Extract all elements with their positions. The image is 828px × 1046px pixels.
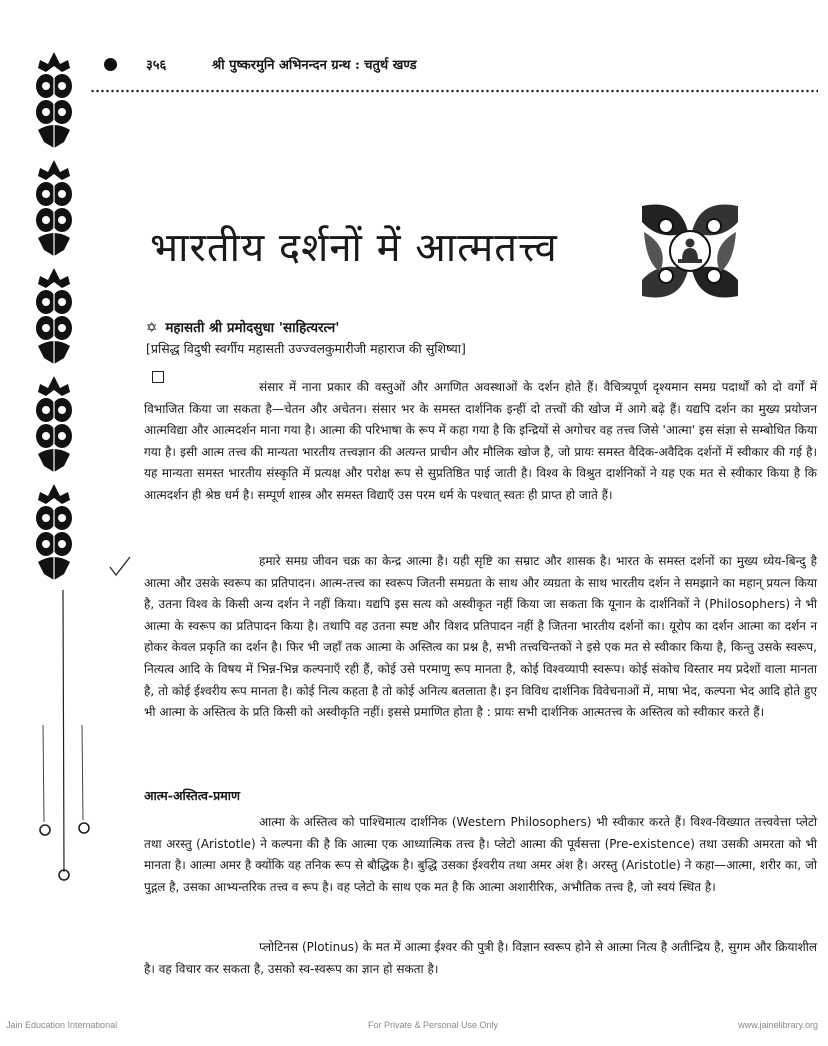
section-paragraph-1: [144, 812, 817, 898]
handwritten-checkmark-icon: [108, 555, 132, 577]
article-title: भारतीय दर्शनों में आत्मतत्त्व: [150, 225, 558, 271]
bullet-dot-icon: [104, 58, 117, 71]
seated-tirthankara-emblem-icon: [640, 202, 740, 300]
footer-website-link[interactable]: www.jainelibrary.org: [738, 1020, 818, 1030]
star-of-david-icon: ✡: [146, 320, 158, 336]
section-paragraph-2: [144, 937, 817, 980]
paragraph-text: संसार में नाना प्रकार की वस्तुओं और अगणित अवस्थाओं के दर्शन होते हैं। वैचित्र्यपूर्ण दृश्यमान समग्र पदार्थों को दो वर्गों में विभाजित किया जा सकता है—चेतन और अचेतन। संसार भर के समस्त दार्शनिक इन्हीं दो तत्त्वों की खोज में आगे बढ़े हैं। यद्यपि दर्शन का मुख्य प्रयोजन आत्मविद्या और आत्मदर्शन माना गया है। आत्मा की परिभाषा के रूप में कहा गया है कि इन्द्रियों से अगोचर वह तत्त्व जिसे 'आत्मा' इस संज्ञा से सम्बोधित किया गया है। इसी आत्म तत्त्व की मान्यता भारतीय तत्त्वज्ञान की अत्यन्त प्राचीन और मौलिक खोज है, जो प्रायः समस्त वैदिक-अवैदिक दर्शनों में स्वीकार की गई है। यह मान्यता समस्त भारतीय संस्कृति में प्रत्यक्ष और परोक्ष रूप से सुप्रतिष्ठित पाई जाती है। विश्व के विश्रुत दार्शनिकों ने यह एक मत से स्वीकार किया है कि आत्मदर्शन ही श्रेष्ठ धर्म है। सम्पूर्ण शास्त्र और समस्त विद्याएँ उस परम धर्म के पश्चात् स्वतः ही प्राप्त हो जाते हैं।: [144, 380, 817, 502]
footer-publisher: Jain Education International: [6, 1020, 118, 1030]
page-header: [100, 52, 800, 82]
running-title: श्री पुष्करमुनि अभिनन्दन ग्रन्थ : चतुर्थ खण्ड: [212, 58, 417, 73]
paragraph-1: [144, 377, 817, 507]
paragraph-text: हमारे समग्र जीवन चक्र का केन्द्र आत्मा है। यही सृष्टि का सम्राट और शासक है। भारत के समस्त दर्शनों का मुख्य ध्येय-बिन्दु है आत्मा और उसके स्वरूप का प्रतिपादन। आत्म-तत्त्व का स्वरूप जितनी समग्रता के साथ और व्यग्रता के साथ भारतीय दर्शन ने समझाने का महान् प्रयत्न किया है, उतना विश्व के किसी अन्य दर्शन ने नहीं किया। यद्यपि इस सत्य को अस्वीकृत नहीं किया जा सकता कि यूनान के दार्शनिकों ने (Philosophers) ने भी आत्मा के स्वरूप का प्रतिपादन किया है। तथापि वह उतना स्पष्ट और विशद प्रतिपादन नहीं है जितना भारतीय दर्शनों का। यूरोप का दर्शन आत्मा का दर्शन न होकर केवल प्रकृति का दर्शन है। फिर भी जहाँ तक आत्मा के अस्तित्व का प्रश्न है, सभी तत्त्वचिन्तकों ने इसे एक मत से स्वीकार किया है, किन्तु उसके स्वरूप, नित्यत्व आदि के विषय में भिन्न-भिन्न कल्पनाएँ रही हैं, कोई उसे परमाणु रूप मानता है, कोई विश्वव्यापी स्वरूप। कोई संकोच विस्तार मय प्रदेशों वाला मानता है, तो कोई ईश्वरीय रूप मानता है। कोई नित्य कहता है तो कोई अनित्य बतलाता है। इन विविध दार्शनिक विवेचनाओं में, माषा भेद, कल्पना भेद आदि होते हुए भी आत्मा के अस्तित्व के प्रति किसी को अस्वीकृति नहीं। इससे प्रमाणित होता है : प्रायः सभी दार्शनिक आत्मतत्त्व के अस्तित्व को स्वीकार करते हैं।: [144, 554, 817, 720]
floral-ornament-icon: [34, 50, 74, 590]
paragraph-text: आत्मा के अस्तित्व को पाश्चिमात्य दार्शनिक (Western Philosophers) भी स्वीकार करते हैं। विश्व-विख्यात तत्त्ववेत्ता प्लेटो तथा अरस्तु (Aristotle) ने कल्पना की है कि आत्मा एक आध्यात्मिक तत्त्व है। प्लेटो आत्मा की पूर्वसत्ता (Pre-existence) तथा उसकी अमरता को भी मानता है। आत्मा अमर है क्योंकि वह तनिक रूप से बौद्धिक है। बुद्धि उसका ईश्वरीय तथा अमर अंश है। अरस्तु (Aristotle) ने कहा—आत्मा, शरीर का, जो पुद्गल है, उसका आभ्यन्तरिक तत्त्व व रूप है। वह प्लेटो के साथ एक मत है कि आत्मा अशारीरिक, अभौतिक तत्त्व है, जो स्वयं स्थित है।: [144, 815, 817, 894]
dotted-divider: [90, 88, 818, 94]
section-heading: आत्म-अस्तित्व-प्रमाण: [144, 788, 241, 803]
pendant-lines-ornament: [0, 590, 100, 890]
page-number: ३५६: [146, 58, 167, 73]
author-note: [प्रसिद्ध विदुषी स्वर्गीय महासती उज्ज्वलकुमारीजी महाराज की सुशिष्या]: [146, 341, 466, 356]
author-line: [146, 318, 339, 336]
paragraph-text: प्लोटिनस (Plotinus) के मत में आत्मा ईश्वर की पुत्री है। विज्ञान स्वरूप होने से आत्मा नित्य है अतीन्द्रिय है, सुगम और क्रियाशील है। वह विचार कर सकता है, उसको स्व-स्वरूप का ज्ञान हो सकता है।: [144, 940, 817, 976]
author-name: महासती श्री प्रमोदसुधा 'साहित्यरत्न': [165, 320, 340, 336]
paragraph-2: [144, 551, 817, 724]
ornamental-border: [34, 50, 74, 590]
footer-usage-notice: For Private & Personal Use Only: [368, 1020, 499, 1030]
